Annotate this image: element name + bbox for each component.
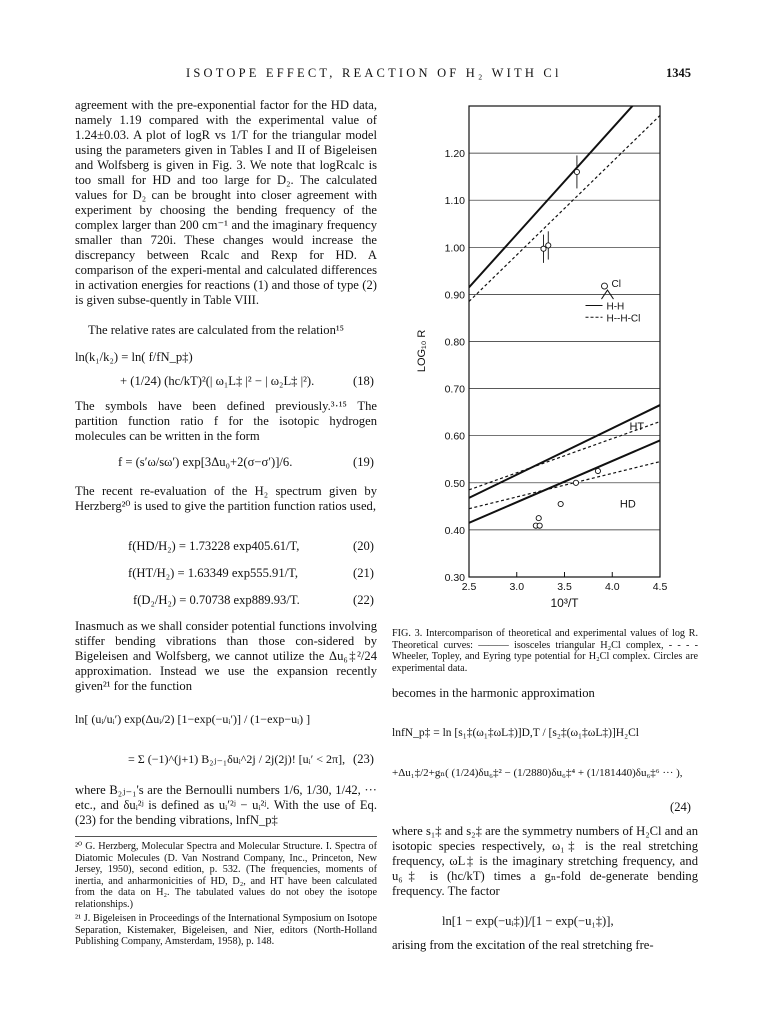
y-axis-label: LOG₁₀ R bbox=[416, 329, 428, 373]
running-title: ISOTOPE EFFECT, REACTION OF H₂ WITH Cl bbox=[186, 66, 562, 80]
left-para-1: agreement with the pre-exponential factor for the HD data, namely 1.19 compared with the experimental value of 1.24±0.03. A plot of logR vs 1/T for the triangular model using the parameters given in Tables I and II of Bigeleisen and Wolfsberg is given in Fig. 3. We note that logRcalc is too small for HD and too large for D₂. The calculated values for D₂ can be brought into closer agreement with experiment by choosing the bending frequency of the complex larger than 200 cm⁻¹ and the imaginary frequency smaller than 720i. These changes would increase the discrepancy between Rcalc and Rexp for HD. A comparison of the experi-mental and calculated differences in activation energies for reactions (1) and those of type (2) is given subse-quently in Table VIII. bbox=[75, 98, 377, 307]
x-tick-label: 3.5 bbox=[557, 581, 572, 593]
equation-22: f(D₂/H₂) = 0.70738 exp889.93/T. bbox=[133, 593, 300, 607]
y-tick-label: 0.80 bbox=[444, 336, 465, 349]
equation-20-number: (20) bbox=[353, 539, 374, 553]
equation-22-number: (22) bbox=[353, 593, 374, 607]
y-tick-label: 1.20 bbox=[444, 148, 465, 161]
equation-21-number: (21) bbox=[353, 566, 374, 580]
legend-label: H--H-Cl bbox=[606, 313, 641, 325]
x-tick-label: 4.5 bbox=[652, 581, 668, 593]
experimental-point bbox=[558, 501, 563, 506]
experimental-point bbox=[536, 516, 541, 521]
experimental-point bbox=[573, 480, 578, 485]
footnote-20: ²⁰ G. Herzberg, Molecular Spectra and Molecular Structure. I. Spectra of Diatomic Molecules (D. Van Nostrand Company, Inc., Princeton, New Jersey, 1950), second edition, p. 532. (The frequencies, moments of inertia, and anharmonicities of HD, D₂, and HT have been calculated from the data on H₂. The tabulated values do not obey the isotope relationships.) bbox=[75, 841, 377, 910]
legend-glyph-label: Cl bbox=[611, 279, 621, 291]
x-tick-label: 2.5 bbox=[461, 581, 477, 593]
experimental-point bbox=[595, 468, 600, 473]
footnote-21: ²¹ J. Bigeleisen in Proceedings of the International Symposium on Isotope Separation, Kistemaker, Bigeleisen, and Nier, editors (North-Holland Publishing Company, Amsterdam, 1958), p. 148. bbox=[75, 913, 377, 948]
right-para-2: where s₁‡ and s₂‡ are the symmetry numbers of H₂Cl and an isotopic species respectively, ω₁‡ is the real stretching frequency, ωL‡ is the imaginary stretching frequency, and u₆‡ is (hc/kT) times a gₙ-fold de-generate bending frequency. The factor bbox=[392, 824, 698, 898]
equation-23a: ln[ (uᵢ/uᵢ′) exp(Δuᵢ/2) [1−exp(−uᵢ′)] / (1−exp−uᵢ) ] bbox=[75, 712, 311, 726]
equation-24a: lnfN_p‡ = ln [s₁‡(ω₁‡ωL‡)]D,T / [s₂‡(ω₁‡ωL‡)]H₂Cl bbox=[392, 727, 639, 739]
x-tick-label: 3.0 bbox=[509, 581, 525, 593]
equation-24-number: (24) bbox=[670, 800, 691, 814]
x-axis-label: 10³/T bbox=[550, 596, 579, 610]
y-tick-label: 1.00 bbox=[444, 242, 465, 255]
y-tick-label: 0.60 bbox=[444, 430, 465, 443]
series-line-d2-solid bbox=[469, 92, 660, 287]
left-para-2: The relative rates are calculated from the relation¹⁵ bbox=[88, 323, 345, 337]
experimental-point bbox=[546, 243, 551, 248]
left-para-4: The recent re-evaluation of the H₂ spectrum given by Herzberg²⁰ is used to give the partition function ratios used, bbox=[75, 484, 377, 513]
equation-18-number: (18) bbox=[353, 374, 374, 388]
left-para-5: Inasmuch as we shall consider potential functions involving stiffer bending vibrations than those con-sidered by Bigeleisen and Wolfsberg, we cannot utilize the Δu₆‡²/24 approximation. Instead we use the expansion recently given²¹ for the function bbox=[75, 619, 377, 693]
series-line-hd-solid bbox=[469, 440, 660, 522]
legend-label: H-H bbox=[606, 301, 625, 313]
equation-19-number: (19) bbox=[353, 455, 374, 469]
equation-21: f(HT/H₂) = 1.63349 exp555.91/T, bbox=[128, 566, 299, 580]
equation-20: f(HD/H₂) = 1.73228 exp405.61/T, bbox=[128, 539, 300, 553]
series-line-d2-dashed bbox=[469, 115, 660, 301]
right-para-3: arising from the excitation of the real stretching fre- bbox=[392, 938, 654, 952]
y-tick-label: 0.30 bbox=[444, 572, 465, 584]
page-number: 1345 bbox=[666, 66, 691, 80]
equation-19: f = (s′ω/sω′) exp[3Δu₀+2(σ−σ′)]/6. bbox=[118, 455, 293, 469]
figure-3-chart bbox=[392, 92, 702, 612]
y-tick-label: 0.40 bbox=[444, 524, 465, 537]
equation-25: ln[1 − exp(−uᵢ‡)]/[1 − exp(−u₁‡)], bbox=[442, 914, 614, 928]
y-tick-label: 1.10 bbox=[444, 195, 465, 208]
group-label-ht: HT bbox=[629, 421, 645, 434]
left-para-6: where B₂ⱼ₋₁'s are the Bernoulli numbers 1/6, 1/30, 1/42, ··· etc., and δuᵢ²ʲ is defined as uᵢ′²ʲ − uᵢ²ʲ. With the use of Eq. (23) for the bending vibrations, lnfN_p‡ bbox=[75, 783, 377, 827]
x-tick-label: 4.0 bbox=[604, 581, 620, 593]
equation-23b: = Σ (−1)^(j+1) B₂ⱼ₋₁δuᵢ^2j / 2j(2j)! [uᵢ′ < 2π], bbox=[128, 752, 346, 766]
equation-18b: + (1/24) (hc/kT)²(| ω₁L‡ |² − | ω₂L‡ |²). bbox=[120, 374, 315, 388]
experimental-point bbox=[537, 523, 542, 528]
series-line-ht-solid bbox=[469, 405, 660, 498]
equation-18a: ln(k₁/k₂) = ln( f/fN_p‡) bbox=[75, 350, 193, 364]
footnote-divider bbox=[75, 836, 377, 837]
left-para-3: The symbols have been defined previously.³·¹⁵ The partition function ratio f for the isotopic hydrogen molecules can be written in the form bbox=[75, 399, 377, 443]
equation-23-number: (23) bbox=[353, 752, 374, 766]
y-tick-label: 0.50 bbox=[444, 477, 465, 490]
group-label-hd: HD bbox=[619, 498, 636, 511]
figure-caption: FIG. 3. Intercomparison of theoretical and experimental values of log R. Theoretical curves: ——— isosceles triangular H₂Cl complex, - - - - Wheeler, Topley, and Eyring type potential for H₂Cl complex. Circles are experimental data. bbox=[392, 628, 698, 674]
right-para-1: becomes in the harmonic approximation bbox=[392, 686, 595, 700]
legend-glyph-loop bbox=[601, 283, 607, 289]
y-tick-label: 0.70 bbox=[444, 383, 465, 396]
equation-24b: +Δu₁‡/2+gₙ( (1/24)δu₆‡² − (1/2880)δu₆‡⁴ + (1/181440)δu₆‡⁶ ··· ), bbox=[392, 767, 683, 779]
experimental-point bbox=[541, 246, 546, 251]
experimental-point bbox=[574, 169, 579, 174]
y-tick-label: 0.90 bbox=[444, 289, 465, 302]
